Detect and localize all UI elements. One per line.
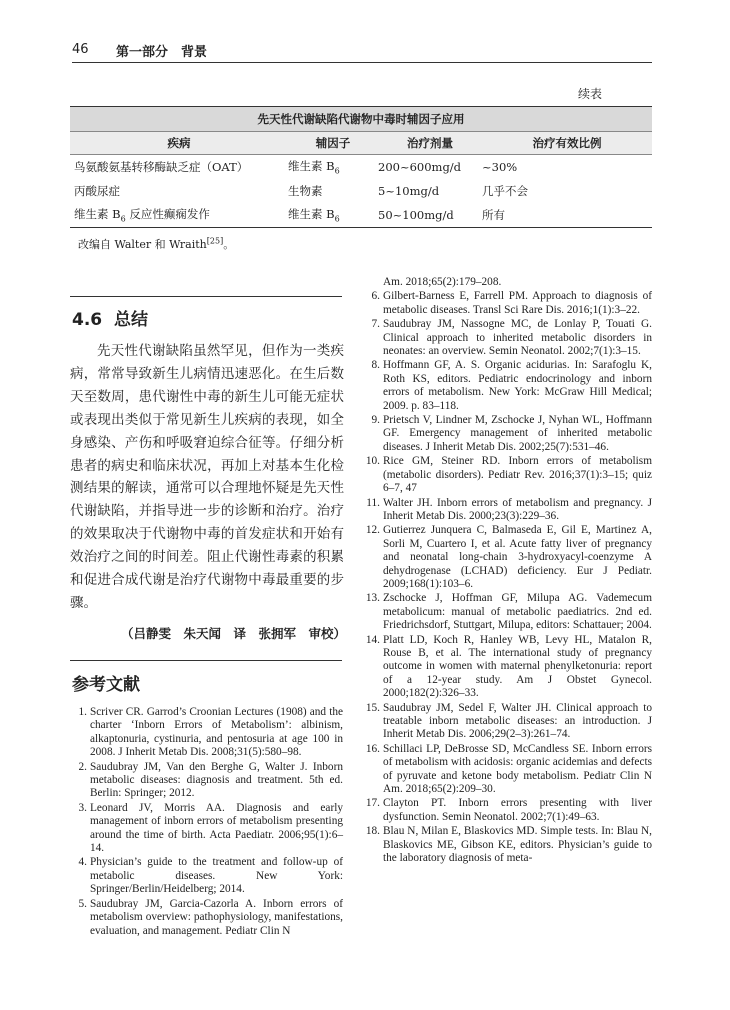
reference-item: 7. Saudubray JM, Nassogne MC, de Lonlay P, Touati G. Clinical approach to inherited metabolic disorders in neonates: an overview. Semin Neonatol. 2002;7(1):3–15. (371, 318, 652, 358)
reference-item: 18. Blau N, Milan E, Blaskovics MD. Simple tests. In: Blau N, Blaskovics ME, Gibson KE, editors. Physician’s guide to the laboratory diagnosis of meta- (365, 825, 652, 865)
column-header-cofactor: 辅因子 (288, 132, 378, 155)
reference-item: 3. Leonard JV, Morris AA. Diagnosis and early management of inborn errors of metabolism presenting around the time of birth. Acta Paediatr. 2006;95(1):6–14. (78, 801, 343, 855)
table-cell: 丙酸尿症 (74, 184, 120, 198)
table-row (70, 155, 652, 180)
reference-item: 8. Hoffmann GF, A. S. Organic acidurias. In: Sarafoglu K, Roth KS, editors. Pediatric endocrinology and inborn errors of metabolism. New York: McGraw Hill Medical; 2009. p. 83–118. (371, 359, 652, 412)
table-cell: 所有 (482, 203, 652, 228)
page-header (72, 40, 652, 62)
cofactor-table (70, 106, 652, 228)
reference-item: 9. Prietsch V, Lindner M, Zschocke J, Nyhan WL, Hoffmann GF. Emergency management of inherited metabolic diseases. J Inherit Metab Dis. 2002;25(7):531–46. (371, 414, 652, 453)
references-heading: 参考文献 (72, 675, 140, 695)
reference-item: 6. Gilbert-Barness E, Farrell PM. Approach to diagnosis of metabolic diseases. Transl Sci Rare Dis. 2016;1(1):3–22. (371, 290, 652, 316)
column-header-dose: 治疗剂量 (378, 132, 482, 155)
section-rule (70, 296, 342, 297)
reference-item: 5. Saudubray JM, Garcia-Cazorla A. Inborn errors of metabolism overview: pathophysiology, manifestations, evaluation, and management. Pediatr Clin N (78, 897, 343, 937)
table-cell: 50~100mg/d (378, 203, 482, 228)
reference-item: 1. Scriver CR. Garrod’s Croonian Lectures (1908) and the charter ‘Inborn Errors of Metabolism’: albinism, alkaptonuria, cystinuria, and pentosuria at age 100 in 2008. J Inherit Metab Dis. 2008;31(5):580–98. (78, 706, 343, 759)
reference-item: 15. Saudubray JM, Sedel F, Walter JH. Clinical approach to treatable inborn metabolic diseases: an introduction. J Inherit Metab Dis. 2006;29(2–3):261–74. (365, 701, 652, 741)
table-cell: 几乎不会 (482, 184, 528, 198)
section-title: 第一部分 背景 (116, 45, 208, 60)
table-cell: 维生素 $B_6$ 反应性癫痫发作 (70, 203, 288, 228)
summary-paragraph: 先天性代谢缺陷虽然罕见，但作为一类疾病，常常导致新生儿病情迅速恶化。在生后数天至数周，患代谢性中毒的新生儿可能无症状或表现出类似于常见新生儿疾病的表现，如全身感染、产伤和呼吸窘迫综合征等。仔细分析患者的病史和临床状况，再加上对基本生化检测结果的解读，通常可以合理地怀疑是先天性代谢缺陷，并指导进一步的诊断和治疗。治疗的效果取决于代谢物中毒的首发症状和开始有效治疗之间的时间差。阻止代谢性毒素的积累和促进合成代谢是治疗代谢物中毒最重要的步骤。 (70, 343, 344, 611)
table-cell: 5~10mg/d (378, 184, 440, 198)
table-row (70, 203, 652, 228)
table-cell: 200~600mg/d (378, 160, 462, 174)
column-header-disease: 疾病 (70, 132, 288, 155)
table-row (70, 179, 652, 203)
table-cell: 维生素 $B_6$ (288, 159, 340, 176)
reference-item: 4. Physician’s guide to the treatment and follow-up of metabolic diseases. New York: Springer/Berlin/Heidelberg; 2014. (78, 856, 343, 896)
reference-list-left (72, 706, 343, 939)
table-cell: 维生素 $B_6$ (288, 203, 378, 228)
table-caption: 先天性代谢缺陷代谢物中毒时辅因子应用 (70, 107, 652, 132)
header-rule (72, 62, 652, 63)
reference-item: 12. Gutierrez Junquera C, Balmaseda E, Gil E, Martinez A, Sorli M, Cuartero I, et al. Acute fatty liver of pregnancy and neonatal long-chain 3-hydroxyacyl-coenzyme A dehydrogenase (LCHAD) deficiency. Eur J Pediatr. 2009;168(1):103–6. (365, 524, 652, 590)
reference-item: 16. Schillaci LP, DeBrosse SD, McCandless SE. Inborn errors of metabolism with acidosis: organic acidemias and defects of pyruvate and ketone body metabolism. Pediatr Clin N Am. 2018;65(2):209–30. (365, 742, 652, 796)
reference-item: 2. Saudubray JM, Van den Berghe G, Walter J. Inborn metabolic diseases: diagnosis and treatment. 5th ed. Berlin: Springer; 2012. (78, 760, 343, 800)
reference-continuation: Am. 2018;65(2):179–208. (383, 276, 502, 288)
reference-item: 17. Clayton PT. Inborn errors presenting with liver dysfunction. Semin Neonatol. 2002;7(1):49–63. (365, 797, 652, 823)
table-cell: 生物素 (288, 184, 323, 198)
summary-heading: 4.6 总结 (72, 310, 148, 330)
column-header-ratio: 治疗有效比例 (482, 132, 652, 155)
reference-item: 14. Platt LD, Koch R, Hanley WB, Levy HL, Matalon R, Rouse B, et al. The international study of pregnancy outcome in women with maternal phenylketonuria: report of a 12-year study. Am J Obstet Gynecol. 2000;182(2):326–33. (365, 633, 652, 700)
table-cell: ~30% (482, 160, 518, 174)
table-note: 改编自 Walter 和 Wraith[25]。 (78, 236, 235, 251)
page-number: 46 (72, 42, 89, 57)
table-cell: 鸟氨酸氨基转移酶缺乏症（OAT） (74, 160, 249, 174)
reference-item: 10. Rice GM, Steiner RD. Inborn errors of metabolism (metabolic disorders). Pediatr Rev. 2016;37(1):3–15; quiz 6–7, 47 (365, 455, 652, 495)
reference-item: 13. Zschocke J, Hoffman GF, Milupa AG. Vademecum metabolicum: manual of metabolic paediatrics. 2nd ed. Friedrichsdorf, Stuttgart, Milupa, editors: Schattauer; 2004. (365, 592, 652, 632)
continued-label: 续表 (578, 87, 603, 101)
translator-credit: （吕静雯 朱天闻 译 张拥军 审校） (120, 626, 346, 641)
references-rule (70, 660, 342, 661)
reference-list-right (365, 276, 652, 866)
reference-item: 11. Walter JH. Inborn errors of metabolism and pregnancy. J Inherit Metab Dis. 2000;23(3):229–36. (366, 496, 652, 522)
